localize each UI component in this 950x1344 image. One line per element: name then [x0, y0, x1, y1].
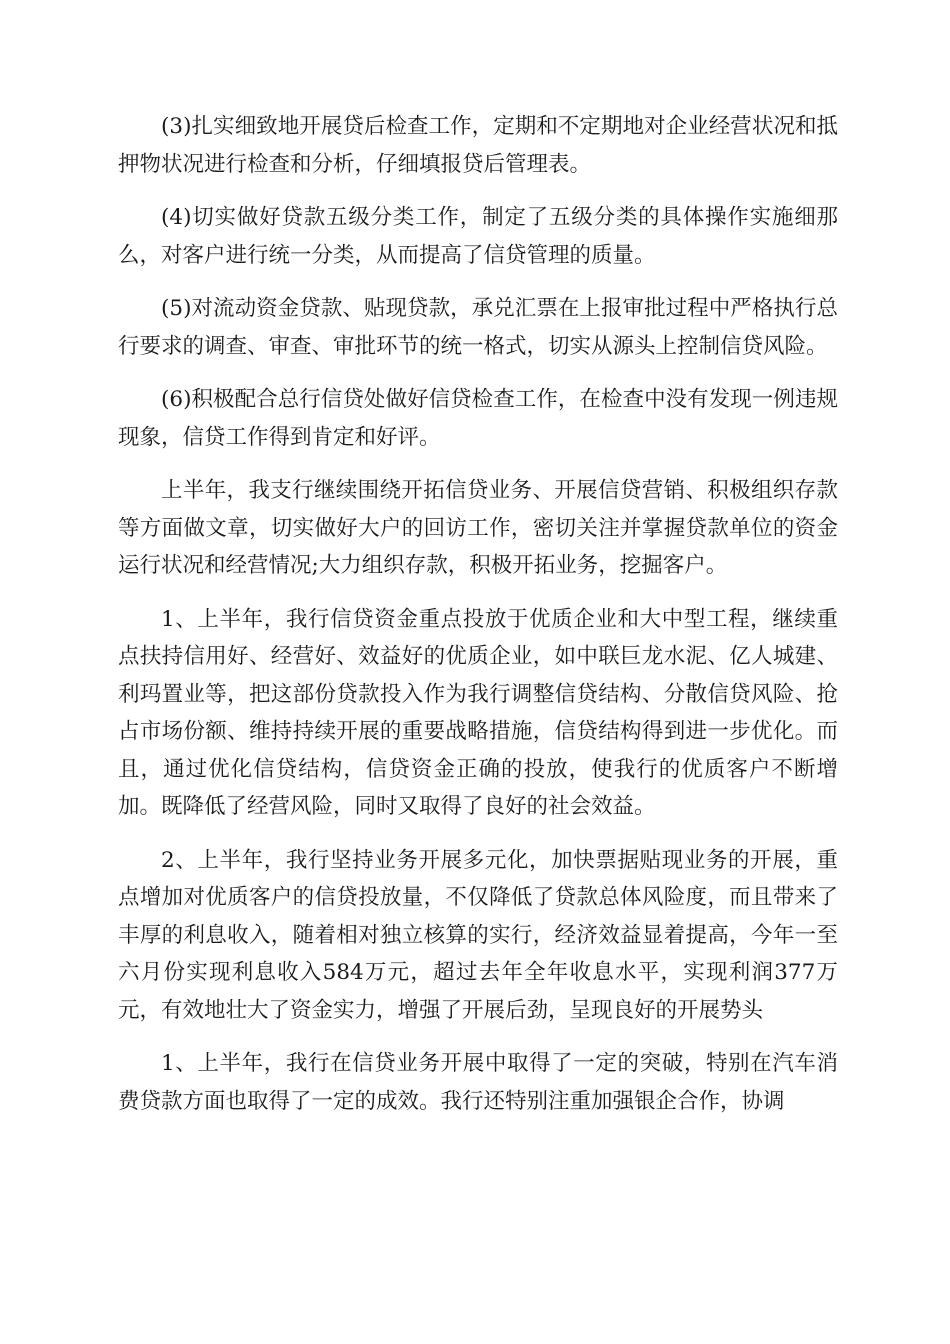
paragraph-credit-inspection: (6)积极配合总行信贷处做好信贷检查工作，在检查中没有发现一例违规现象，信贷工作得到肯定和好评。 [118, 387, 838, 450]
document-page [118, 108, 838, 1136]
paragraph-post-loan-inspection: (3)扎实细致地开展贷后检查工作，定期和不定期地对企业经营状况和抵押物状况进行检查和分析，仔细填报贷后管理表。 [118, 114, 838, 177]
paragraph-consumer-loans: 1、上半年，我行在信贷业务开展中取得了一定的突破，特别在汽车消费贷款方面也取得了一定的成效。我行还特别注重加强银企合作，协调 [118, 1051, 838, 1114]
paragraph-loan-approval-format: (5)对流动资金贷款、贴现贷款，承兑汇票在上报审批过程中严格执行总行要求的调查、审查、审批环节的统一格式，切实从源头上控制信贷风险。 [118, 296, 838, 359]
paragraph-five-level-classification: (4)切实做好贷款五级分类工作，制定了五级分类的具体操作实施细那么，对客户进行统一分类，从而提高了信贷管理的质量。 [118, 205, 838, 268]
paragraph-half-year-summary: 上半年，我支行继续围绕开拓信贷业务、开展信贷营销、积极组织存款等方面做文章，切实做好大户的回访工作，密切关注并掌握贷款单位的资金运行状况和经营情况;大力组织存款，积极开拓业务，挖掘客户。 [118, 478, 838, 578]
paragraph-diversified-business: 2、上半年，我行坚持业务开展多元化，加快票据贴现业务的开展，重点增加对优质客户的信贷投放量，不仅降低了贷款总体风险度，而且带来了丰厚的利息收入，随着相对独立核算的实行，经济效益显着提高，今年一至六月份实现利息收入584万元，超过去年全年收息水平，实现利润377万元，有效地壮大了资金实力，增强了开展后劲，呈现良好的开展势头 [118, 847, 838, 1023]
paragraph-quality-enterprises: 1、上半年，我行信贷资金重点投放于优质企业和大中型工程，继续重点扶持信用好、经营好、效益好的优质企业，如中联巨龙水泥、亿人城建、利玛置业等，把这部份贷款投入作为我行调整信贷结构、分散信贷风险、抢占市场份额、维持持续开展的重要战略措施，信贷结构得到进一步优化。而且，通过优化信贷结构，信贷资金正确的投放，使我行的优质客户不断增加。既降低了经营风险，同时又取得了良好的社会效益。 [118, 606, 838, 819]
